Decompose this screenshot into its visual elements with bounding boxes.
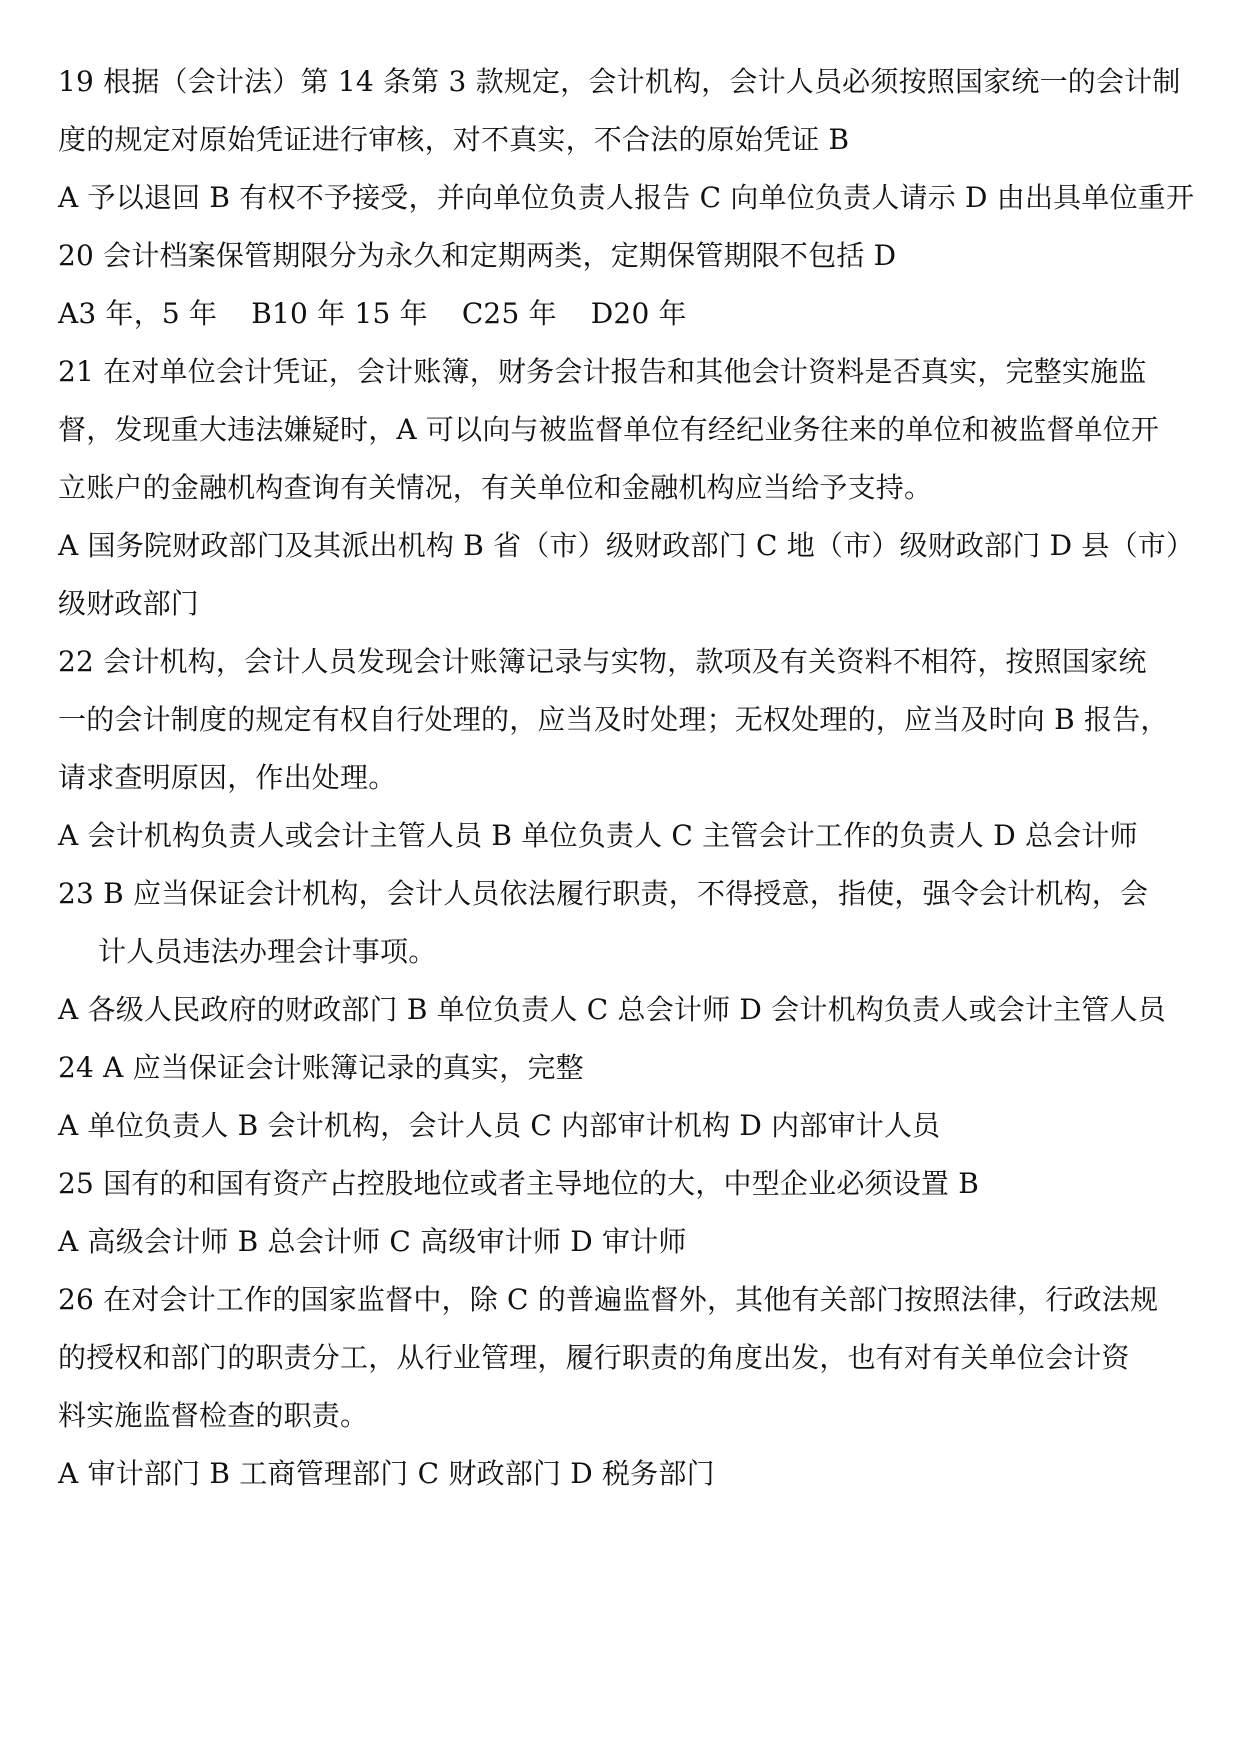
- question-24-line-1: 24 A 应当保证会计账簿记录的真实，完整: [58, 1051, 584, 1084]
- question-26-options: A 审计部门 B 工商管理部门 C 财政部门 D 税务部门: [58, 1457, 715, 1490]
- question-23-line-1: 23 B 应当保证会计机构，会计人员依法履行职责，不得授意，指使，强令会计机构，会: [58, 877, 1149, 910]
- question-21-line-1: 21 在对单位会计凭证，会计账簿，财务会计报告和其他会计资料是否真实，完整实施监: [58, 355, 1147, 388]
- question-26-line-2: 的授权和部门的职责分工，从行业管理，履行职责的角度出发，也有对有关单位会计资: [58, 1341, 1130, 1374]
- question-26-line-1: 26 在对会计工作的国家监督中，除 C 的普遍监督外，其他有关部门按照法律，行政法规: [58, 1283, 1159, 1316]
- question-25-line-1: 25 国有的和国有资产占控股地位或者主导地位的大，中型企业必须设置 B: [58, 1167, 980, 1200]
- question-26-line-3: 料实施监督检查的职责。: [58, 1399, 369, 1432]
- question-25-options: A 高级会计师 B 总会计师 C 高级审计师 D 审计师: [58, 1225, 687, 1258]
- question-20-line-1: 20 会计档案保管期限分为永久和定期两类，定期保管期限不包括 D: [58, 239, 897, 272]
- question-21-options-line-2: 级财政部门: [58, 587, 200, 620]
- question-19-line-1: 19 根据（会计法）第 14 条第 3 款规定，会计机构，会计人员必须按照国家统一的会计制: [58, 65, 1181, 98]
- question-22-line-2: 一的会计制度的规定有权自行处理的，应当及时处理；无权处理的，应当及时向 B 报告，: [58, 703, 1169, 736]
- question-22-line-1: 22 会计机构，会计人员发现会计账簿记录与实物，款项及有关资料不相符，按照国家统: [58, 645, 1147, 678]
- question-21-line-3: 立账户的金融机构查询有关情况，有关单位和金融机构应当给予支持。: [58, 471, 933, 504]
- option-d: D20 年: [590, 297, 687, 330]
- question-19-options: A 予以退回 B 有权不予接受，并向单位负责人报告 C 向单位负责人请示 D 由出具单位重开: [58, 181, 1195, 214]
- question-21-options-line-1: A 国务院财政部门及其派出机构 B 省（市）级财政部门 C 地（市）级财政部门 D 县（市）: [58, 529, 1195, 562]
- question-20-options: [58, 294, 687, 334]
- question-21-line-2: 督，发现重大违法嫌疑时，A 可以向与被监督单位有经纪业务往来的单位和被监督单位开: [58, 413, 1160, 446]
- option-b: B10 年 15 年: [251, 297, 428, 330]
- option-c: C25 年: [461, 297, 557, 330]
- question-22-options: A 会计机构负责人或会计主管人员 B 单位负责人 C 主管会计工作的负责人 D 总会计师: [58, 819, 1138, 852]
- question-23-options: A 各级人民政府的财政部门 B 单位负责人 C 总会计师 D 会计机构负责人或会计主管人员: [58, 993, 1166, 1026]
- question-24-options: A 单位负责人 B 会计机构，会计人员 C 内部审计机构 D 内部审计人员: [58, 1109, 941, 1142]
- question-23-line-2: 计人员违法办理会计事项。: [98, 935, 437, 968]
- question-19-line-2: 度的规定对原始凭证进行审核，对不真实，不合法的原始凭证 B: [58, 123, 850, 156]
- question-22-line-3: 请求查明原因，作出处理。: [58, 761, 397, 794]
- option-a: A3 年，5 年: [58, 297, 218, 330]
